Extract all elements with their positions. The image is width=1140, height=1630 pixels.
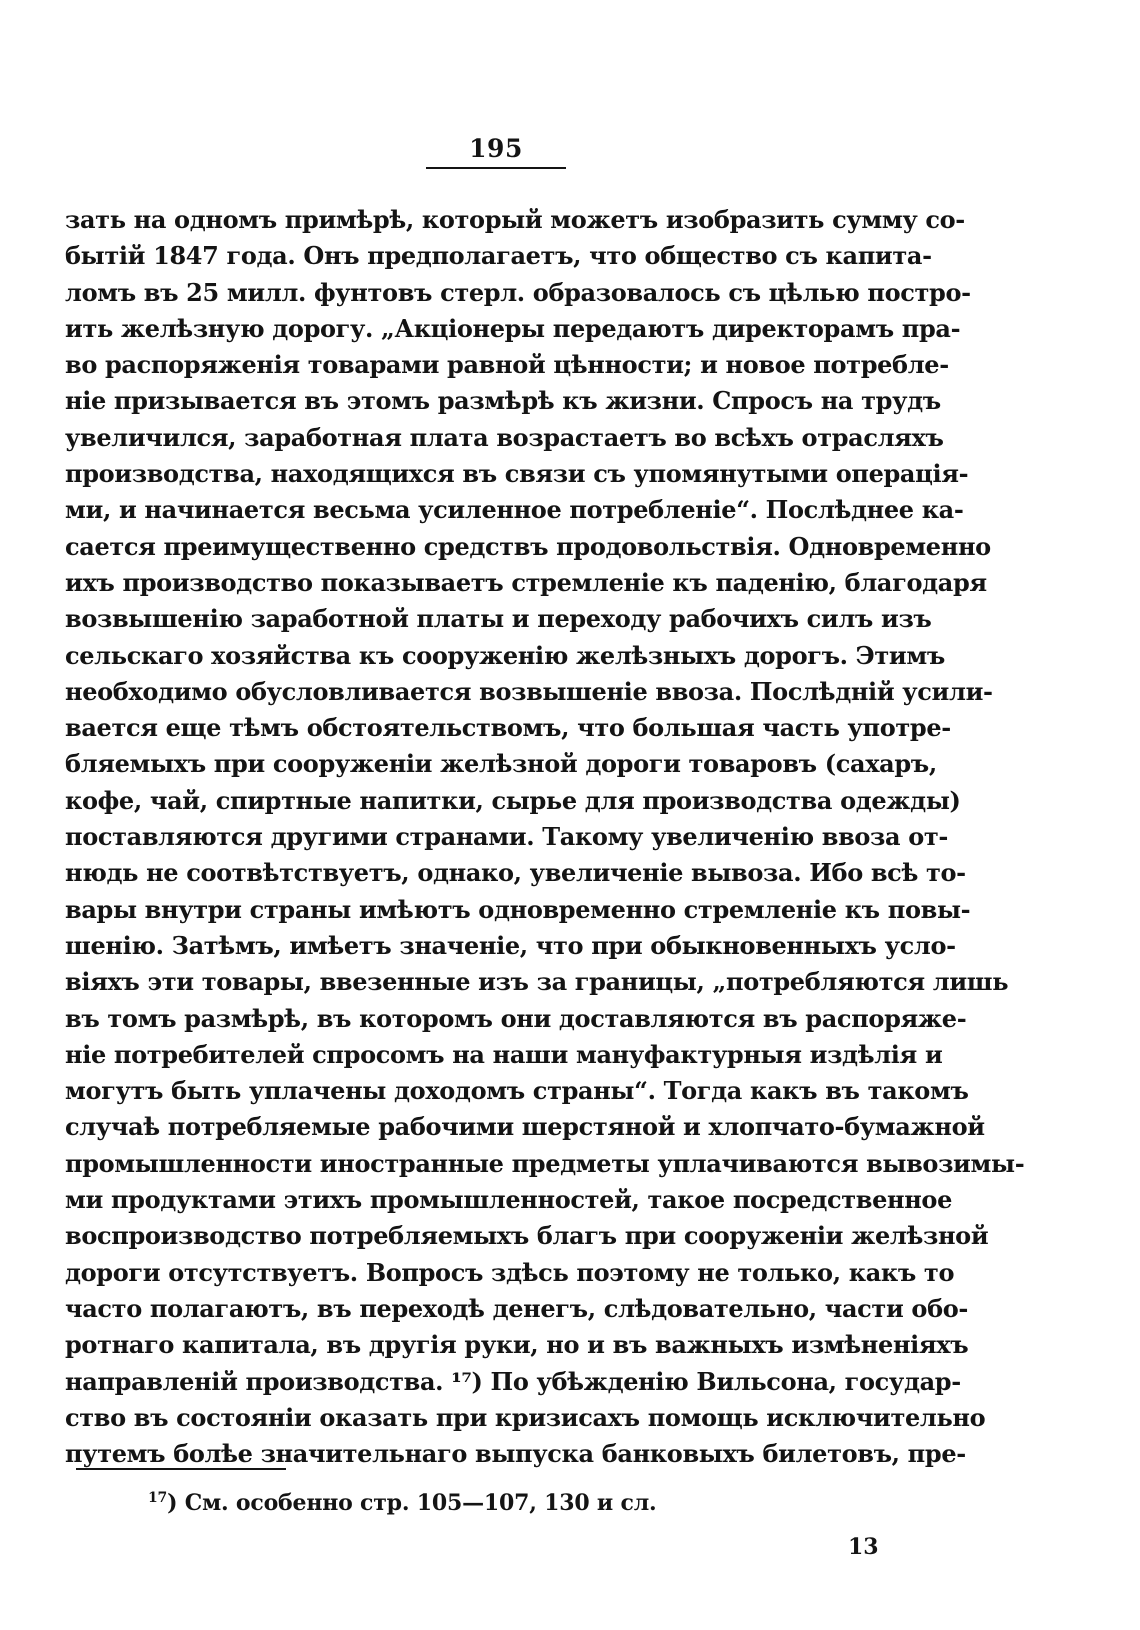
text-line: ми, и начинается весьма усиленное потребленіе“. Послѣднее ка- bbox=[65, 495, 964, 525]
text-line: поставляются другими странами. Такому увеличенію ввоза от- bbox=[65, 822, 949, 852]
text-line: могутъ быть уплачены доходомъ страны“. Тогда какъ въ такомъ bbox=[65, 1076, 969, 1106]
text-line: воспроизводство потребляемыхъ благъ при сооруженіи желѣзной bbox=[65, 1221, 989, 1251]
text-line: зать на одномъ примѣрѣ, который можетъ изобразить сумму со- bbox=[65, 205, 965, 234]
text-line: часто полагаютъ, въ переходѣ денегъ, слѣдовательно, части обо- bbox=[65, 1293, 968, 1323]
text-line: путемъ болѣе значительнаго выпуска банковыхъ билетовъ, пре- bbox=[65, 1439, 966, 1469]
text-line: нюдь не соотвѣтствуетъ, однако, увеличеніе вывоза. Ибо всѣ то- bbox=[65, 858, 966, 888]
footnote-marker: 17 bbox=[148, 1490, 168, 1506]
text-line: увеличился, заработная плата возрастаетъ во всѣхъ отрасляхъ bbox=[65, 422, 944, 452]
text-line: возвышенію заработной платы и переходу рабочихъ силъ изъ bbox=[65, 604, 932, 634]
text-line: бляемыхъ при сооруженіи желѣзной дороги товаровъ (сахаръ, bbox=[65, 749, 937, 779]
text-line: вается еще тѣмъ обстоятельствомъ, что большая часть употре- bbox=[65, 713, 951, 743]
text-line: случаѣ потребляемые рабочими шерстяной и хлопчато-бумажной bbox=[65, 1112, 985, 1142]
text-line: во распоряженія товарами равной цѣнности; и новое потребле- bbox=[65, 350, 949, 380]
text-line: бытій 1847 года. Онъ предполагаетъ, что общество съ капита- bbox=[65, 241, 932, 271]
text-line: ить желѣзную дорогу. „Акціонеры передаютъ директорамъ пра- bbox=[65, 313, 961, 343]
text-line: кофе, чай, спиртные напитки, сырье для производства одежды) bbox=[65, 785, 961, 815]
text-line: віяхъ эти товары, ввезенные изъ за границы, „потребляются лишь bbox=[65, 967, 1009, 997]
text-line: ми продуктами этихъ промышленностей, такое посредственное bbox=[65, 1185, 952, 1215]
text-line: ротнаго капитала, въ другія руки, но и въ важныхъ измѣненіяхъ bbox=[65, 1330, 969, 1360]
body-text bbox=[65, 202, 1025, 1472]
text-line: ломъ въ 25 милл. фунтовъ стерл. образовалось съ цѣлью постро- bbox=[65, 277, 971, 307]
signature-mark: 13 bbox=[848, 1534, 879, 1560]
text-line: шенію. Затѣмъ, имѣетъ значеніе, что при обыкновенныхъ усло- bbox=[65, 930, 956, 960]
footnote bbox=[148, 1483, 656, 1518]
page-number: 195 bbox=[469, 134, 523, 163]
text-line: ніе призывается въ этомъ размѣрѣ къ жизни. Спросъ на трудъ bbox=[65, 386, 941, 416]
text-line: производства, находящихся въ связи съ упомянутыми операція- bbox=[65, 459, 969, 489]
text-line: сельскаго хозяйства къ сооруженію желѣзныхъ дорогъ. Этимъ bbox=[65, 640, 945, 670]
text-line: сается преимущественно средствъ продовольствія. Одновременно bbox=[65, 531, 991, 561]
header-rule bbox=[426, 167, 566, 169]
text-line: вары внутри страны имѣютъ одновременно стремленіе къ повы- bbox=[65, 894, 971, 924]
footnote-rule bbox=[76, 1468, 286, 1470]
text-line: необходимо обусловливается возвышеніе ввоза. Послѣдній усили- bbox=[65, 676, 993, 706]
footnote-text: ) См. особенно стр. 105—107, 130 и сл. bbox=[167, 1490, 657, 1516]
text-line: ихъ производство показываетъ стремленіе къ паденію, благодаря bbox=[65, 567, 987, 597]
text-line: ство въ состояніи оказать при кризисахъ помощь исключительно bbox=[65, 1402, 986, 1432]
text-line: промышленности иностранные предметы уплачиваются вывозимы- bbox=[65, 1148, 1025, 1178]
text-line: направленій производства. ¹⁷) По убѣжденію Вильсона, государ- bbox=[65, 1366, 961, 1396]
text-line: въ томъ размѣрѣ, въ которомъ они доставляются въ распоряже- bbox=[65, 1003, 967, 1033]
page-number-header bbox=[426, 134, 566, 164]
text-line: ніе потребителей спросомъ на наши мануфактурныя издѣлія и bbox=[65, 1039, 943, 1069]
text-line: дороги отсутствуетъ. Вопросъ здѣсь поэтому не только, какъ то bbox=[65, 1257, 955, 1287]
